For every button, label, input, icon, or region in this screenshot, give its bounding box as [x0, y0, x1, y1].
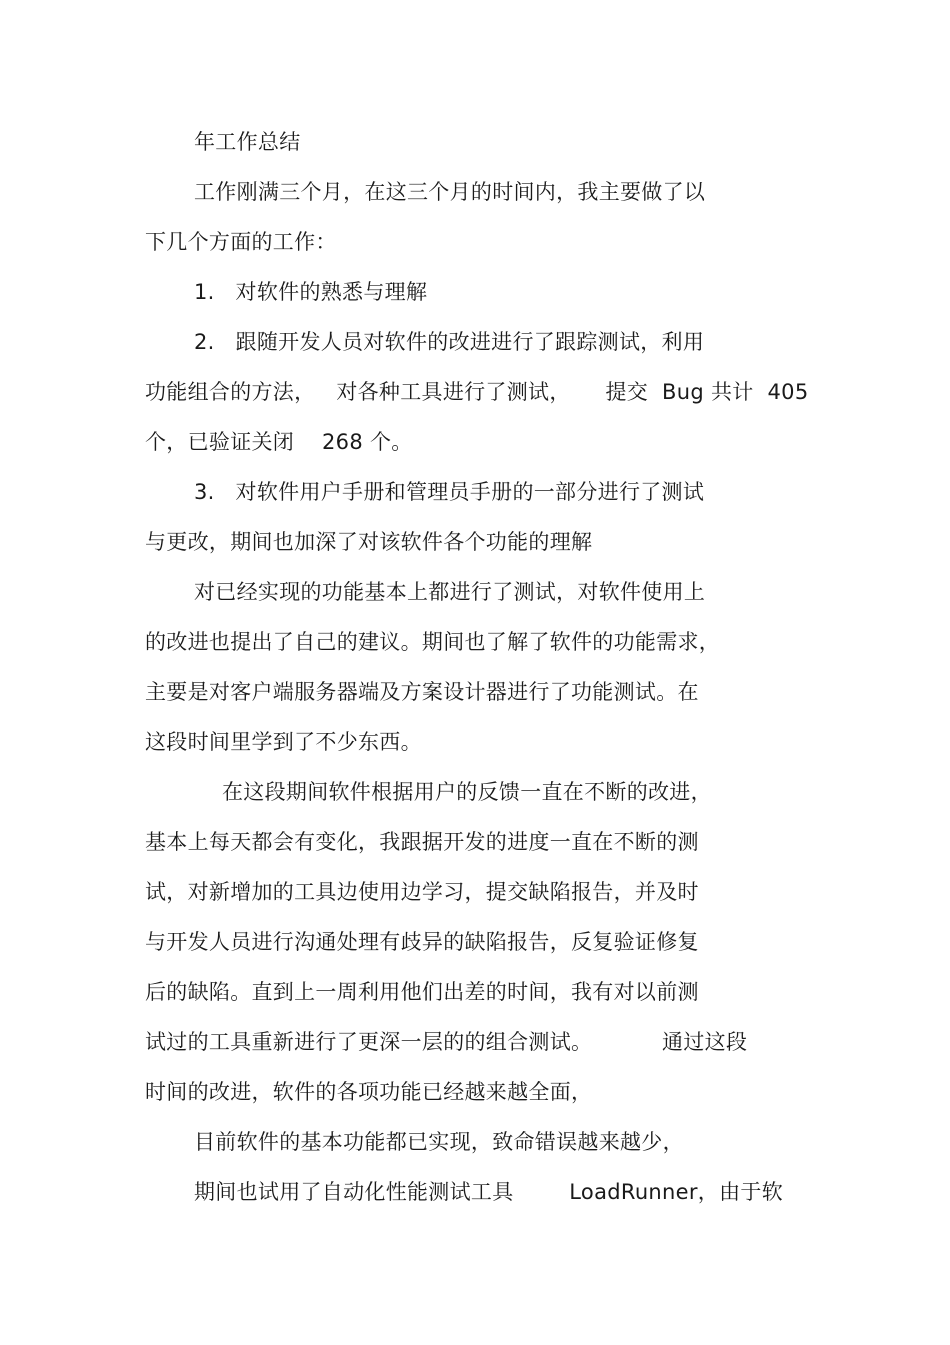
- paragraph-line: 与更改，期间也加深了对该软件各个功能的理解: [145, 530, 593, 554]
- list-item: 2. 跟随开发人员对软件的改进进行了跟踪测试，利用: [194, 330, 705, 354]
- list-item: 1. 对软件的熟悉与理解: [194, 280, 428, 304]
- paragraph-line: 的改进也提出了自己的建议。期间也了解了软件的功能需求，: [145, 630, 721, 654]
- paragraph-line: 试，对新增加的工具边使用边学习，提交缺陷报告，并及时: [145, 880, 699, 904]
- paragraph-line: 对已经实现的功能基本上都进行了测试，对软件使用上: [194, 580, 706, 604]
- list-item: 3. 对软件用户手册和管理员手册的一部分进行了测试: [194, 480, 705, 504]
- paragraph-line: 工作刚满三个月，在这三个月的时间内，我主要做了以: [194, 180, 706, 204]
- paragraph-line: 这段时间里学到了不少东西。: [145, 730, 422, 754]
- paragraph-line: 主要是对客户端服务器端及方案设计器进行了功能测试。在: [145, 680, 699, 704]
- paragraph-line: 下几个方面的工作：: [145, 230, 337, 254]
- paragraph-line: 功能组合的方法， 对各种工具进行了测试， 提交 Bug 共计 405: [145, 380, 809, 404]
- document-title: 年工作总结: [194, 130, 301, 154]
- paragraph-line: 个，已验证关闭 268 个。: [145, 430, 413, 454]
- paragraph-line: 基本上每天都会有变化，我跟据开发的进度一直在不断的测: [145, 830, 699, 854]
- paragraph-line: 时间的改进，软件的各项功能已经越来越全面，: [145, 1080, 593, 1104]
- paragraph-line: 与开发人员进行沟通处理有歧异的缺陷报告，反复验证修复: [145, 930, 699, 954]
- paragraph-line: 期间也试用了自动化性能测试工具 LoadRunner，由于软: [194, 1180, 784, 1204]
- paragraph-line: 试过的工具重新进行了更深一层的的组合测试。 通过这段: [145, 1030, 748, 1054]
- paragraph-line: 在这段期间软件根据用户的反馈一直在不断的改进，: [222, 780, 712, 804]
- paragraph-line: 目前软件的基本功能都已实现，致命错误越来越少，: [194, 1130, 684, 1154]
- paragraph-line: 后的缺陷。直到上一周利用他们出差的时间，我有对以前测: [145, 980, 699, 1004]
